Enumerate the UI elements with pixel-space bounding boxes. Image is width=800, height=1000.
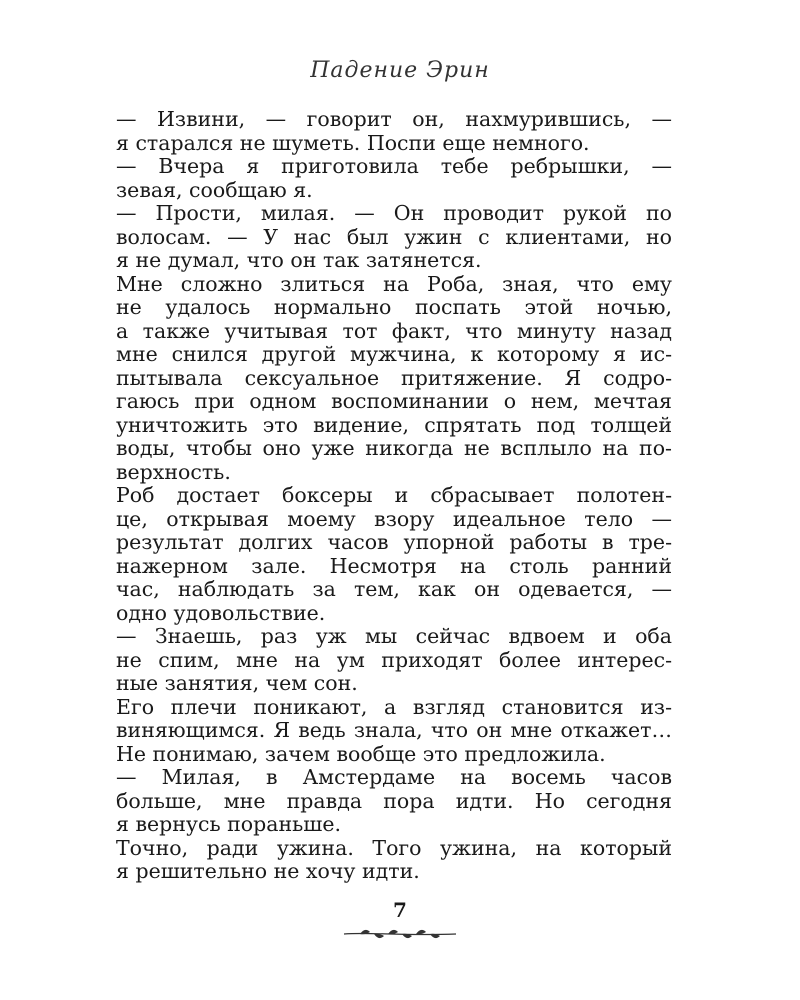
text-line: — Милая, в Амстердаме на восемь часов xyxy=(116,765,672,789)
text-line: верхность. xyxy=(116,459,231,484)
leaf-sprig-icon xyxy=(340,924,460,944)
paragraph xyxy=(116,766,672,837)
paragraph xyxy=(116,696,672,767)
text-line: пытывала сексуальное притяжение. Я содро- xyxy=(116,365,672,390)
text-line: гаюсь при одном воспоминании о нем, мечтая xyxy=(116,389,672,413)
text-line: не спим, мне на ум приходят более интерес- xyxy=(116,647,672,672)
body-text xyxy=(116,108,672,884)
text-line: одно удовольствие. xyxy=(116,600,326,625)
text-line: — Извини, — говорит он, нахмурившись, — xyxy=(116,107,672,131)
text-line: больше, мне правда пора идти. Но сегодня xyxy=(116,788,672,813)
text-line: уничтожить это видение, спрятать под толщей xyxy=(116,412,672,437)
text-line: виняющимся. Я ведь знала, что он мне откажет… xyxy=(116,718,672,742)
text-line: це, открывая моему взору идеальное тело — xyxy=(116,506,672,531)
text-line: не удалось нормально поспать этой ночью, xyxy=(116,295,672,319)
text-line: Точно, ради ужина. Того ужина, на который xyxy=(116,835,672,860)
text-line: — Знаешь, раз уж мы сейчас вдвоем и оба xyxy=(116,624,672,648)
text-line: я решительно не хочу идти. xyxy=(116,859,420,883)
text-line: волосам. — У нас был ужин с клиентами, но xyxy=(116,224,672,249)
page-number: 7 xyxy=(393,898,407,922)
text-line: Роб достает боксеры и сбрасывает полотен- xyxy=(116,483,672,507)
text-line: — Прости, милая. — Он проводит рукой по xyxy=(116,201,672,225)
text-line: Не понимаю, зачем вообще это предложила. xyxy=(116,741,606,766)
paragraph xyxy=(116,273,672,485)
running-head: Падение Эрин xyxy=(310,58,490,83)
paragraph xyxy=(116,155,672,202)
text-line: я не думал, что он так затянется. xyxy=(116,248,482,272)
text-line: воды, чтобы оно уже никогда не всплыло на по- xyxy=(116,436,672,460)
paragraph xyxy=(116,625,672,696)
text-line: зевая, сообщаю я. xyxy=(116,177,313,202)
paragraph xyxy=(116,484,672,625)
paragraph xyxy=(116,837,672,884)
text-line: я вернусь пораньше. xyxy=(116,812,342,836)
text-line: Его плечи поникают, а взгляд становится из- xyxy=(116,694,672,719)
paragraph xyxy=(116,202,672,273)
text-line: нажерном зале. Несмотря на столь ранний xyxy=(116,553,672,578)
text-line: я старался не шуметь. Поспи еще немного. xyxy=(116,130,590,155)
text-line: ные занятия, чем сон. xyxy=(116,671,358,695)
text-line: час, наблюдать за тем, как он одевается, — xyxy=(116,577,672,601)
text-line: — Вчера я приготовила тебе ребрышки, — xyxy=(116,154,672,178)
text-line: результат долгих часов упорной работы в тре- xyxy=(116,530,672,554)
text-line: мне снился другой мужчина, к которому я ис- xyxy=(116,342,672,366)
paragraph xyxy=(116,108,672,155)
text-line: а также учитывая тот факт, что минуту назад xyxy=(116,318,672,343)
text-line: Мне сложно злиться на Роба, зная, что ему xyxy=(116,271,672,296)
